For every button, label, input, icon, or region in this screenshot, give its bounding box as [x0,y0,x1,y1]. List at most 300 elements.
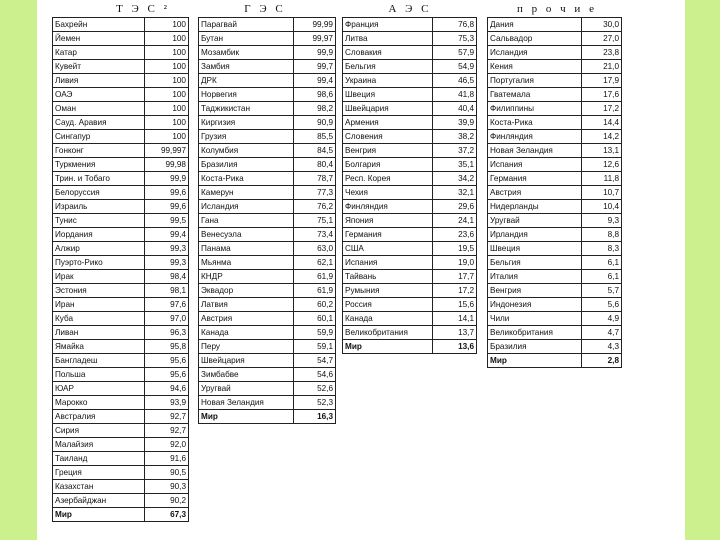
table-row [53,494,189,508]
share-value-cell: 41,8 [433,88,477,102]
country-cell: Польша [53,368,145,382]
country-cell: Ирак [53,270,145,284]
share-value-cell: 99,9 [294,46,336,60]
country-cell: Азербайджан [53,494,145,508]
share-value-cell: 35,1 [433,158,477,172]
share-value-cell: 2,8 [582,354,622,368]
country-cell: Катар [53,46,145,60]
table-row [53,228,189,242]
share-value-cell: 59,9 [294,326,336,340]
table-row [199,172,336,186]
share-value-cell: 39,9 [433,116,477,130]
table-row [488,256,622,270]
country-cell: Панама [199,242,294,256]
table-row [199,158,336,172]
table-row [488,60,622,74]
table-row [199,200,336,214]
country-cell: Великобритания [488,326,582,340]
table-row [53,18,189,32]
share-value-cell: 15,6 [433,298,477,312]
country-cell: Сингапур [53,130,145,144]
share-value-cell: 19,5 [433,242,477,256]
table-row [199,18,336,32]
table-row [199,382,336,396]
share-value-cell: 23,6 [433,228,477,242]
share-value-cell: 75,3 [433,32,477,46]
table-row [343,298,477,312]
share-value-cell: 98,4 [145,270,189,284]
country-cell: Кувейт [53,60,145,74]
share-value-cell: 13,6 [433,340,477,354]
share-value-cell: 14,1 [433,312,477,326]
share-value-cell: 91,6 [145,452,189,466]
table-row [488,326,622,340]
share-value-cell: 29,6 [433,200,477,214]
share-value-cell: 99,5 [145,214,189,228]
table-row [199,256,336,270]
share-value-cell: 99,4 [145,228,189,242]
share-value-cell: 100 [145,102,189,116]
world-row [53,508,189,522]
country-cell: Бутан [199,32,294,46]
table-row [53,396,189,410]
table-row [53,60,189,74]
country-cell: Трин. и Тобаго [53,172,145,186]
share-value-cell: 27,0 [582,32,622,46]
table-row [53,368,189,382]
country-cell: Болгария [343,158,433,172]
table-row [53,214,189,228]
country-cell: Оман [53,102,145,116]
table-row [488,312,622,326]
share-value-cell: 98,2 [294,102,336,116]
document-page [37,0,685,540]
country-cell: Белоруссия [53,186,145,200]
table-row [488,284,622,298]
table-row [343,172,477,186]
table-row [53,480,189,494]
country-cell: Мьянма [199,256,294,270]
country-cell: Греция [53,466,145,480]
country-cell: КНДР [199,270,294,284]
country-cell: Малайзия [53,438,145,452]
table-row [199,102,336,116]
share-value-cell: 75,1 [294,214,336,228]
share-value-cell: 77,3 [294,186,336,200]
table-row [53,466,189,480]
share-value-cell: 19,0 [433,256,477,270]
table-row [343,116,477,130]
table-row [53,326,189,340]
table-row [488,298,622,312]
share-value-cell: 10,7 [582,186,622,200]
country-cell: Швейцария [343,102,433,116]
share-value-cell: 92,7 [145,410,189,424]
table-row [488,18,622,32]
table-row [488,228,622,242]
country-cell: Норвегия [199,88,294,102]
country-cell: Армения [343,116,433,130]
country-cell: Тайвань [343,270,433,284]
share-value-cell: 21,0 [582,60,622,74]
country-cell: Испания [343,256,433,270]
country-cell: Австралия [53,410,145,424]
country-cell: Грузия [199,130,294,144]
share-value-cell: 34,2 [433,172,477,186]
table-row [53,410,189,424]
share-value-cell: 97,0 [145,312,189,326]
table-row [53,46,189,60]
share-value-cell: 5,6 [582,298,622,312]
country-cell: Мир [488,354,582,368]
share-value-cell: 76,8 [433,18,477,32]
table-row [343,326,477,340]
country-cell: Зимбабве [199,368,294,382]
table-row [53,102,189,116]
share-value-cell: 95,8 [145,340,189,354]
country-cell: Казахстан [53,480,145,494]
share-value-cell: 37,2 [433,144,477,158]
country-cell: Бангладеш [53,354,145,368]
table-row [488,102,622,116]
country-cell: Кения [488,60,582,74]
table-row [199,298,336,312]
country-cell: Великобритания [343,326,433,340]
table-row [488,340,622,354]
share-value-cell: 17,7 [433,270,477,284]
world-row [488,354,622,368]
country-cell: Италия [488,270,582,284]
table-row [53,74,189,88]
table-row [488,32,622,46]
country-cell: Венесуэла [199,228,294,242]
table-row [53,382,189,396]
country-cell: Замбия [199,60,294,74]
table-ges [198,17,336,424]
country-cell: Чехия [343,186,433,200]
table-row [53,256,189,270]
country-cell: Колумбия [199,144,294,158]
share-value-cell: 99,9 [145,172,189,186]
table-row [343,228,477,242]
country-cell: Франция [343,18,433,32]
header-other: п р о ч и е [517,3,597,15]
table-row [53,242,189,256]
share-value-cell: 90,2 [145,494,189,508]
country-cell: Таджикистан [199,102,294,116]
country-cell: Россия [343,298,433,312]
country-cell: Эстония [53,284,145,298]
country-cell: Гана [199,214,294,228]
share-value-cell: 99,6 [145,200,189,214]
table-row [199,284,336,298]
country-cell: Мир [53,508,145,522]
share-value-cell: 99,4 [294,74,336,88]
table-row [488,172,622,186]
table-row [199,326,336,340]
table-tes [52,17,189,522]
share-value-cell: 98,6 [294,88,336,102]
share-value-cell: 99,7 [294,60,336,74]
share-value-cell: 85,5 [294,130,336,144]
country-cell: Индонезия [488,298,582,312]
country-cell: Исландия [199,200,294,214]
country-cell: Германия [488,172,582,186]
country-cell: Уругвай [488,214,582,228]
country-cell: Чили [488,312,582,326]
table-row [199,368,336,382]
table-row [199,214,336,228]
country-cell: Марокко [53,396,145,410]
table-row [343,102,477,116]
country-cell: Ливия [53,74,145,88]
country-cell: Мозамбик [199,46,294,60]
share-value-cell: 98,1 [145,284,189,298]
country-cell: Камерун [199,186,294,200]
share-value-cell: 60,1 [294,312,336,326]
country-cell: Австрия [488,186,582,200]
country-cell: Дания [488,18,582,32]
table-row [199,60,336,74]
share-value-cell: 60,2 [294,298,336,312]
country-cell: Новая Зеландия [488,144,582,158]
country-cell: Алжир [53,242,145,256]
share-value-cell: 23,8 [582,46,622,60]
share-value-cell: 95,6 [145,368,189,382]
country-cell: Ирландия [488,228,582,242]
share-value-cell: 46,5 [433,74,477,88]
table-row [488,88,622,102]
table-row [199,116,336,130]
country-cell: Ямайка [53,340,145,354]
share-value-cell: 67,3 [145,508,189,522]
table-row [343,186,477,200]
share-value-cell: 100 [145,74,189,88]
country-cell: Филиппины [488,102,582,116]
country-cell: Ливан [53,326,145,340]
share-value-cell: 11,8 [582,172,622,186]
country-cell: Эквадор [199,284,294,298]
share-value-cell: 32,1 [433,186,477,200]
table-row [199,32,336,46]
country-cell: Респ. Корея [343,172,433,186]
share-value-cell: 17,9 [582,74,622,88]
share-value-cell: 9,3 [582,214,622,228]
country-cell: Новая Зеландия [199,396,294,410]
table-row [343,214,477,228]
table-row [53,186,189,200]
country-cell: Мир [343,340,433,354]
country-cell: Румыния [343,284,433,298]
table-row [53,130,189,144]
country-cell: Бельгия [343,60,433,74]
share-value-cell: 12,6 [582,158,622,172]
share-value-cell: 80,4 [294,158,336,172]
share-value-cell: 16,3 [294,410,336,424]
country-cell: Португалия [488,74,582,88]
country-cell: Киргизия [199,116,294,130]
share-value-cell: 13,7 [433,326,477,340]
country-cell: Испания [488,158,582,172]
share-value-cell: 99,3 [145,256,189,270]
share-value-cell: 13,1 [582,144,622,158]
table-row [488,46,622,60]
share-value-cell: 99,99 [294,18,336,32]
share-value-cell: 90,9 [294,116,336,130]
country-cell: Литва [343,32,433,46]
table-row [343,270,477,284]
share-value-cell: 99,997 [145,144,189,158]
header-aes: А Э С [388,3,432,15]
share-value-cell: 57,9 [433,46,477,60]
table-row [488,144,622,158]
table-row [343,256,477,270]
table-row [343,46,477,60]
table-row [343,144,477,158]
share-value-cell: 8,8 [582,228,622,242]
table-row [53,200,189,214]
country-cell: Израиль [53,200,145,214]
share-value-cell: 95,6 [145,354,189,368]
country-cell: Бразилия [488,340,582,354]
country-cell: Гватемала [488,88,582,102]
share-value-cell: 17,2 [582,102,622,116]
share-value-cell: 17,6 [582,88,622,102]
table-row [488,158,622,172]
share-value-cell: 8,3 [582,242,622,256]
table-row [488,74,622,88]
country-cell: Парагвай [199,18,294,32]
share-value-cell: 73,4 [294,228,336,242]
share-value-cell: 90,5 [145,466,189,480]
share-value-cell: 54,7 [294,354,336,368]
country-cell: Мир [199,410,294,424]
share-value-cell: 63,0 [294,242,336,256]
country-cell: Уругвай [199,382,294,396]
country-cell: Финляндия [488,130,582,144]
share-value-cell: 93,9 [145,396,189,410]
table-row [199,144,336,158]
share-value-cell: 52,6 [294,382,336,396]
share-value-cell: 24,1 [433,214,477,228]
table-row [53,438,189,452]
table-row [53,340,189,354]
world-row [199,410,336,424]
share-value-cell: 92,7 [145,424,189,438]
table-row [199,130,336,144]
country-cell: Швейцария [199,354,294,368]
country-cell: Сальвадор [488,32,582,46]
share-value-cell: 30,0 [582,18,622,32]
share-value-cell: 5,7 [582,284,622,298]
country-cell: Сирия [53,424,145,438]
country-cell: Словения [343,130,433,144]
table-row [53,312,189,326]
share-value-cell: 54,9 [433,60,477,74]
table-row [488,186,622,200]
share-value-cell: 4,7 [582,326,622,340]
country-cell: Финляндия [343,200,433,214]
share-value-cell: 90,3 [145,480,189,494]
share-value-cell: 52,3 [294,396,336,410]
table-row [343,130,477,144]
table-row [53,284,189,298]
table-row [199,186,336,200]
share-value-cell: 4,3 [582,340,622,354]
table-row [53,452,189,466]
share-value-cell: 96,3 [145,326,189,340]
country-cell: Йемен [53,32,145,46]
share-value-cell: 78,7 [294,172,336,186]
table-row [53,116,189,130]
table-row [343,312,477,326]
table-row [343,74,477,88]
country-cell: США [343,242,433,256]
share-value-cell: 94,6 [145,382,189,396]
table-row [53,158,189,172]
share-value-cell: 4,9 [582,312,622,326]
table-row [199,46,336,60]
country-cell: Швеция [488,242,582,256]
table-row [199,340,336,354]
share-value-cell: 62,1 [294,256,336,270]
table-row [343,18,477,32]
share-value-cell: 99,6 [145,186,189,200]
share-value-cell: 100 [145,60,189,74]
header-tes: Т Э С ² [116,3,170,15]
share-value-cell: 100 [145,32,189,46]
country-cell: Бразилия [199,158,294,172]
share-value-cell: 40,4 [433,102,477,116]
country-cell: Гонконг [53,144,145,158]
world-row [343,340,477,354]
table-row [488,116,622,130]
table-row [53,88,189,102]
table-row [53,144,189,158]
table-row [343,200,477,214]
share-value-cell: 100 [145,18,189,32]
table-row [343,88,477,102]
table-row [53,270,189,284]
country-cell: Туркмения [53,158,145,172]
table-row [343,158,477,172]
share-value-cell: 97,6 [145,298,189,312]
table-other [487,17,622,368]
share-value-cell: 100 [145,116,189,130]
country-cell: ЮАР [53,382,145,396]
country-cell: ДРК [199,74,294,88]
country-cell: Исландия [488,46,582,60]
country-cell: Перу [199,340,294,354]
share-value-cell: 99,98 [145,158,189,172]
country-cell: Канада [199,326,294,340]
share-value-cell: 84,5 [294,144,336,158]
table-row [199,270,336,284]
share-value-cell: 100 [145,130,189,144]
country-cell: Бахрейн [53,18,145,32]
table-row [199,242,336,256]
share-value-cell: 6,1 [582,270,622,284]
header-ges: Г Э С [244,3,286,15]
country-cell: Коста-Рика [488,116,582,130]
country-cell: Словакия [343,46,433,60]
table-row [53,172,189,186]
share-value-cell: 6,1 [582,256,622,270]
table-row [488,270,622,284]
share-value-cell: 76,2 [294,200,336,214]
country-cell: Австрия [199,312,294,326]
country-cell: Пуэрто-Рико [53,256,145,270]
